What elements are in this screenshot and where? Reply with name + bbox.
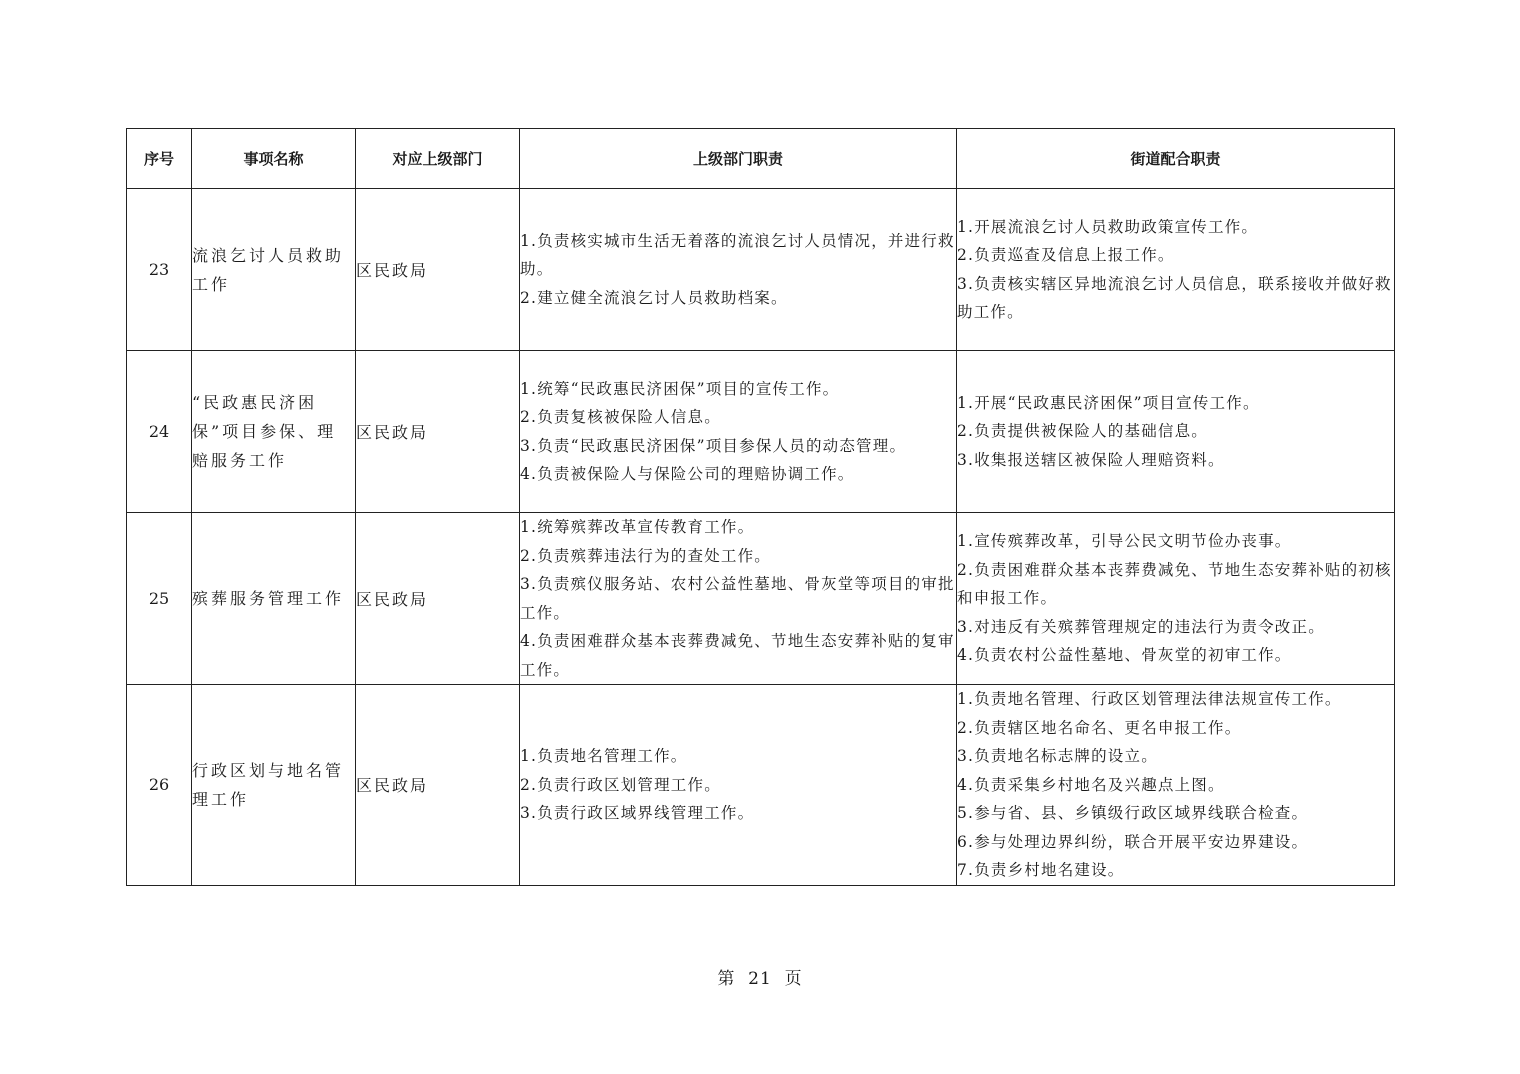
- item-name-cell: “民政惠民济困保”项目参保、理赔服务工作: [192, 351, 356, 513]
- item-name-cell: 流浪乞讨人员救助工作: [192, 189, 356, 351]
- duty-line: 1.负责地名管理工作。: [520, 747, 688, 765]
- serial-no-cell: 23: [127, 189, 192, 351]
- serial-no-cell: 24: [127, 351, 192, 513]
- header-superior-duties: 上级部门职责: [520, 129, 957, 189]
- duty-line: 5.参与省、县、乡镇级行政区域界线联合检查。: [957, 804, 1309, 822]
- duty-line: 2.负责复核被保险人信息。: [520, 408, 721, 426]
- duty-line: 1.宣传殡葬改革，引导公民文明节俭办丧事。: [957, 532, 1292, 551]
- table-row: [127, 189, 1395, 351]
- header-street-duties: 街道配合职责: [957, 129, 1395, 189]
- duty-line: 1.负责地名管理、行政区划管理法律法规宣传工作。: [957, 690, 1342, 708]
- page-number: 21: [748, 969, 772, 989]
- table-row: [127, 351, 1395, 513]
- duty-line: 3.负责地名标志牌的设立。: [957, 747, 1158, 765]
- dept-cell: 区民政局: [356, 513, 520, 685]
- superior-duties-cell: [520, 513, 957, 685]
- superior-duties-cell: [520, 685, 957, 886]
- header-item-name: 事项名称: [192, 129, 356, 189]
- page-number-prefix: 第: [717, 969, 736, 989]
- duty-line: 4.负责采集乡村地名及兴趣点上图。: [957, 775, 1225, 794]
- item-name-cell: 行政区划与地名管理工作: [192, 685, 356, 886]
- duty-line: 1.开展“民政惠民济困保”项目宣传工作。: [957, 393, 1260, 412]
- dept-cell: 区民政局: [356, 189, 520, 351]
- duty-line: 3.负责殡仪服务站、农村公益性墓地、骨灰堂等项目的审批工作。: [520, 575, 955, 622]
- duty-line: 3.负责行政区域界线管理工作。: [520, 804, 755, 822]
- serial-no-cell: 25: [127, 513, 192, 685]
- table-row: [127, 513, 1395, 685]
- street-duties-cell: [957, 351, 1395, 513]
- duty-line: 2.负责辖区地名命名、更名申报工作。: [957, 718, 1242, 737]
- duty-table: [126, 128, 1395, 886]
- dept-cell: 区民政局: [356, 351, 520, 513]
- street-duties-cell: [957, 513, 1395, 685]
- duty-line: 4.负责被保险人与保险公司的理赔协调工作。: [520, 465, 855, 483]
- header-superior-dept: 对应上级部门: [356, 129, 520, 189]
- duty-line: 2.负责提供被保险人的基础信息。: [957, 422, 1208, 441]
- street-duties-cell: [957, 685, 1395, 886]
- duty-line: 7.负责乡村地名建设。: [957, 861, 1125, 879]
- duty-line: 2.负责殡葬违法行为的查处工作。: [520, 546, 771, 565]
- duty-line: 1.开展流浪乞讨人员救助政策宣传工作。: [957, 217, 1259, 236]
- duty-line: 1.负责核实城市生活无着落的流浪乞讨人员情况，并进行救助。: [520, 231, 955, 279]
- duty-line: 4.负责农村公益性墓地、骨灰堂的初审工作。: [957, 646, 1292, 665]
- duty-line: 1.统筹“民政惠民济困保”项目的宣传工作。: [520, 379, 840, 398]
- superior-duties-cell: [520, 351, 957, 513]
- dept-cell: 区民政局: [356, 685, 520, 886]
- duty-line: 4.负责困难群众基本丧葬费减免、节地生态安葬补贴的复审工作。: [520, 632, 955, 679]
- duty-line: 2.负责困难群众基本丧葬费减免、节地生态安葬补贴的初核和申报工作。: [957, 560, 1392, 608]
- serial-no-cell: 26: [127, 685, 192, 886]
- item-name-cell: 殡葬服务管理工作: [192, 513, 356, 685]
- duty-line: 3.负责“民政惠民济困保”项目参保人员的动态管理。: [520, 436, 907, 455]
- page-number-suffix: 页: [784, 969, 803, 989]
- page-number-footer: [0, 964, 1520, 989]
- duty-line: 2.负责行政区划管理工作。: [520, 775, 721, 794]
- duty-line: 2.负责巡查及信息上报工作。: [957, 246, 1175, 264]
- duty-line: 1.统筹殡葬改革宣传教育工作。: [520, 518, 755, 536]
- table-row: [127, 685, 1395, 886]
- duty-line: 2.建立健全流浪乞讨人员救助档案。: [520, 288, 788, 307]
- duty-line: 6.参与处理边界纠纷，联合开展平安边界建设。: [957, 832, 1309, 851]
- street-duties-cell: [957, 189, 1395, 351]
- table-header-row: [127, 129, 1395, 189]
- header-serial-no: 序号: [127, 129, 192, 189]
- duty-line: 3.负责核实辖区异地流浪乞讨人员信息，联系接收并做好救助工作。: [957, 274, 1392, 321]
- duty-line: 3.对违反有关殡葬管理规定的违法行为责令改正。: [957, 617, 1325, 636]
- duty-line: 3.收集报送辖区被保险人理赔资料。: [957, 450, 1225, 469]
- superior-duties-cell: [520, 189, 957, 351]
